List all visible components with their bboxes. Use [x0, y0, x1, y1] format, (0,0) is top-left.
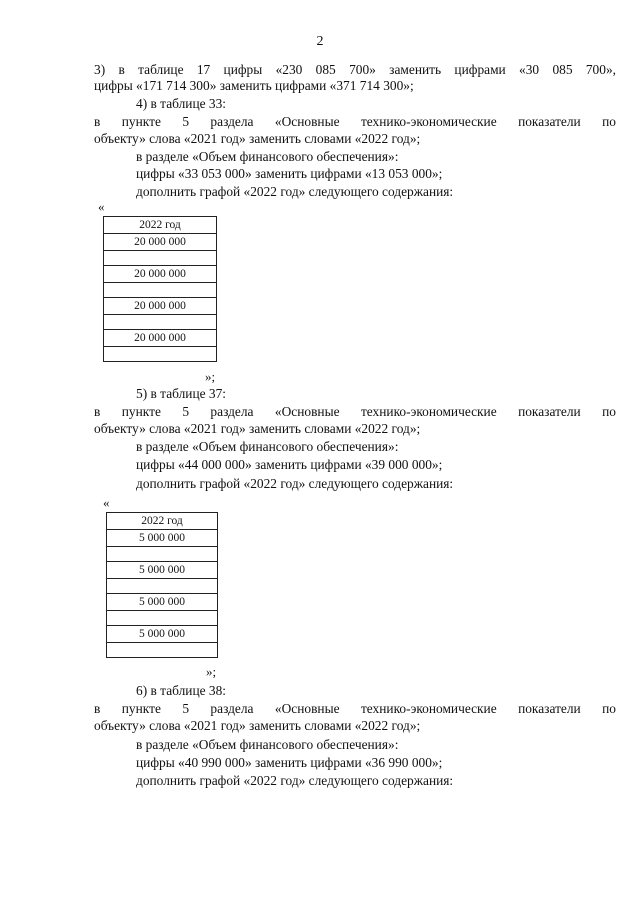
- table-cell: 20 000 000: [103, 298, 217, 315]
- table-header: 2022 год: [103, 217, 217, 234]
- paragraph-5-section: в разделе «Объем финансового обеспечения»:: [136, 439, 399, 454]
- table-cell: 5 000 000: [106, 530, 218, 547]
- paragraph-4-item-line1: в пункте 5 раздела «Основные технико-экономические показатели по: [94, 114, 616, 129]
- paragraph-3-line1: 3) в таблице 17 цифры «230 085 700» заменить цифрами «30 085 700»,: [94, 62, 616, 77]
- table-cell: 5 000 000: [106, 562, 218, 579]
- table-cell-blank: [106, 547, 218, 562]
- paragraph-6-section: в разделе «Объем финансового обеспечения»:: [136, 737, 399, 752]
- table-cell: 20 000 000: [103, 266, 217, 283]
- table-cell-blank: [106, 611, 218, 626]
- paragraph-4-section: в разделе «Объем финансового обеспечения»:: [136, 149, 399, 164]
- paragraph-4-supplement: дополнить графой «2022 год» следующего содержания:: [136, 184, 454, 199]
- table-cell-blank: [103, 283, 217, 298]
- quote-close-2: »;: [206, 664, 217, 679]
- quote-open-2: «: [103, 495, 110, 510]
- paragraph-5-item-line2: объекту» слова «2021 год» заменить словами «2022 год»;: [94, 421, 421, 436]
- paragraph-6-supplement: дополнить графой «2022 год» следующего содержания:: [136, 773, 454, 788]
- paragraph-6-item-line1: в пункте 5 раздела «Основные технико-экономические показатели по: [94, 701, 616, 716]
- paragraph-4-figures: цифры «33 053 000» заменить цифрами «13 053 000»;: [136, 166, 443, 181]
- table-cell-blank: [106, 579, 218, 594]
- table-cell: 20 000 000: [103, 330, 217, 347]
- paragraph-5-item-line1: в пункте 5 раздела «Основные технико-экономические показатели по: [94, 404, 616, 419]
- paragraph-5-heading: 5) в таблице 37:: [136, 386, 227, 401]
- paragraph-5-supplement: дополнить графой «2022 год» следующего содержания:: [136, 476, 454, 491]
- table-cell: 20 000 000: [103, 234, 217, 251]
- table-cell-blank: [103, 315, 217, 330]
- page-number: 2: [316, 34, 324, 49]
- table-2022-column-1: [103, 216, 217, 362]
- paragraph-3-line2: цифры «171 714 300» заменить цифрами «371 714 300»;: [94, 78, 414, 93]
- paragraph-4-heading: 4) в таблице 33:: [136, 96, 227, 111]
- paragraph-6-item-line2: объекту» слова «2021 год» заменить словами «2022 год»;: [94, 718, 421, 733]
- table-cell-blank: [106, 643, 218, 658]
- paragraph-4-item-line2: объекту» слова «2021 год» заменить словами «2022 год»;: [94, 131, 421, 146]
- paragraph-6-figures: цифры «40 990 000» заменить цифрами «36 990 000»;: [136, 755, 443, 770]
- table-cell: 5 000 000: [106, 594, 218, 611]
- table-2022-column-2: [106, 512, 218, 658]
- paragraph-6-heading: 6) в таблице 38:: [136, 683, 227, 698]
- paragraph-5-figures: цифры «44 000 000» заменить цифрами «39 000 000»;: [136, 457, 443, 472]
- table-cell-blank: [103, 251, 217, 266]
- table-cell-blank: [103, 347, 217, 362]
- table-header: 2022 год: [106, 513, 218, 530]
- table-cell: 5 000 000: [106, 626, 218, 643]
- quote-open-1: «: [98, 199, 105, 214]
- quote-close-1: »;: [205, 369, 216, 384]
